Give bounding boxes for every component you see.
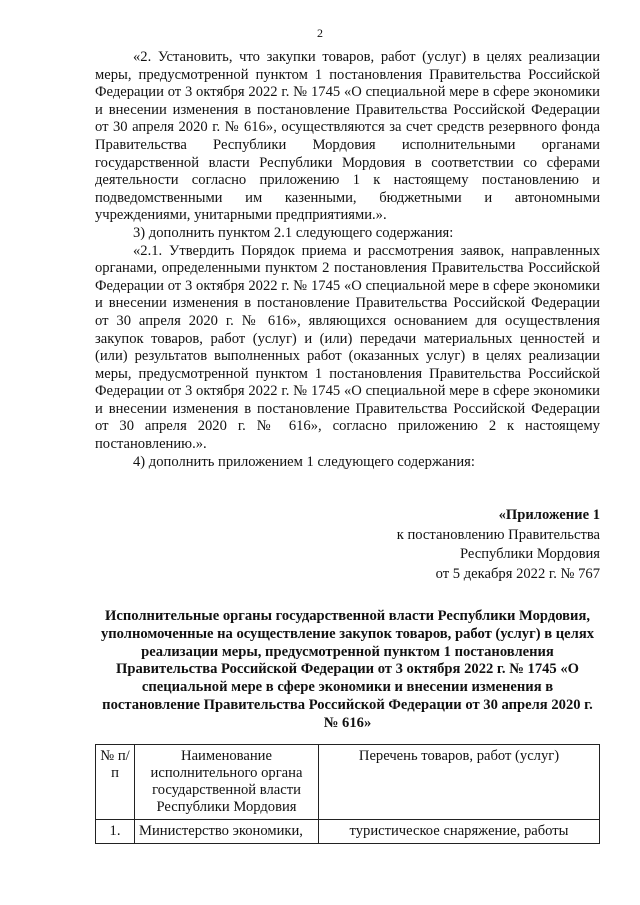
authorities-table	[95, 744, 600, 844]
row-items: туристическое снаряжение, работы	[319, 820, 600, 844]
header-name: Наименование исполнительного органа государственной власти Республики Мордовия	[135, 745, 319, 820]
paragraph-item-3: 3) дополнить пунктом 2.1 следующего содержания:	[133, 224, 454, 241]
table-row	[96, 820, 600, 844]
paragraph-clause-2-1: «2.1. Утвердить Порядок приема и рассмотрения заявок, направленных органами, определенными пунктом 2 постановления Правительства Российской Федерации от 3 октября 2022 г. № 1745 «О специальной мере в сфере экономики и внесении изменения в постановление Правительства Российской Федерации от 30 апреля 2020 г. № 616», являющихся основанием для осуществления закупок товаров, работ (услуг) и (или) передачи материальных ценностей и (или) результатов выполненных работ (оказанных услуг) в целях реализации меры, предусмотренной пунктом 1 постановления Правительства Российской Федерации от 3 октября 2022 г. № 1745 «О специальной мере в сфере экономики и внесении изменения в постановление Правительства Российской Федерации от 30 апреля 2020 г. № 616», согласно приложению 2 к настоящему постановлению.».	[95, 242, 600, 453]
appendix-header	[340, 506, 600, 584]
row-num: 1.	[96, 820, 135, 844]
appendix-line-2: Республики Мордовия	[459, 546, 600, 563]
body-text	[95, 49, 600, 471]
header-num: № п/п	[96, 745, 135, 820]
page-number: 2	[317, 26, 323, 40]
appendix-line-3: от 5 декабря 2022 г. № 767	[435, 565, 600, 582]
header-items: Перечень товаров, работ (услуг)	[319, 745, 600, 820]
table-header-row	[96, 745, 600, 820]
document-title: Исполнительные органы государственной власти Республики Мордовия, уполномоченные на осуществление закупок товаров, работ (услуг) в целях реализации меры, предусмотренной пунктом 1 постановления Правительства Российской Федерации от 3 октября 2022 г. № 1745 «О специальной мере в сфере экономики и внесении изменения в постановление Правительства Российской Федерации от 30 апреля 2020 г. № 616»	[100, 608, 595, 731]
appendix-line-1: к постановлению Правительства	[396, 526, 600, 543]
paragraph-clause-2: «2. Установить, что закупки товаров, работ (услуг) в целях реализации меры, предусмотренной пунктом 1 постановления Правительства Российской Федерации от 3 октября 2022 г. № 1745 «О специальной мере в сфере экономики и внесении изменения в постановление Правительства Российской Федерации от 30 апреля 2020 г. № 616», осуществляются за счет средств резервного фонда Правительства Республики Мордовия исполнительными органами государственной власти Республики Мордовия в соответствии со сферами деятельности согласно приложению 1 к настоящему постановлению и подведомственными им казенными, бюджетными и автономными учреждениями, унитарными предприятиями.».	[95, 49, 600, 224]
appendix-title: «Приложение 1	[498, 507, 600, 523]
row-name: Министерство экономики,	[135, 820, 319, 844]
paragraph-item-4: 4) дополнить приложением 1 следующего содержания:	[133, 453, 475, 470]
